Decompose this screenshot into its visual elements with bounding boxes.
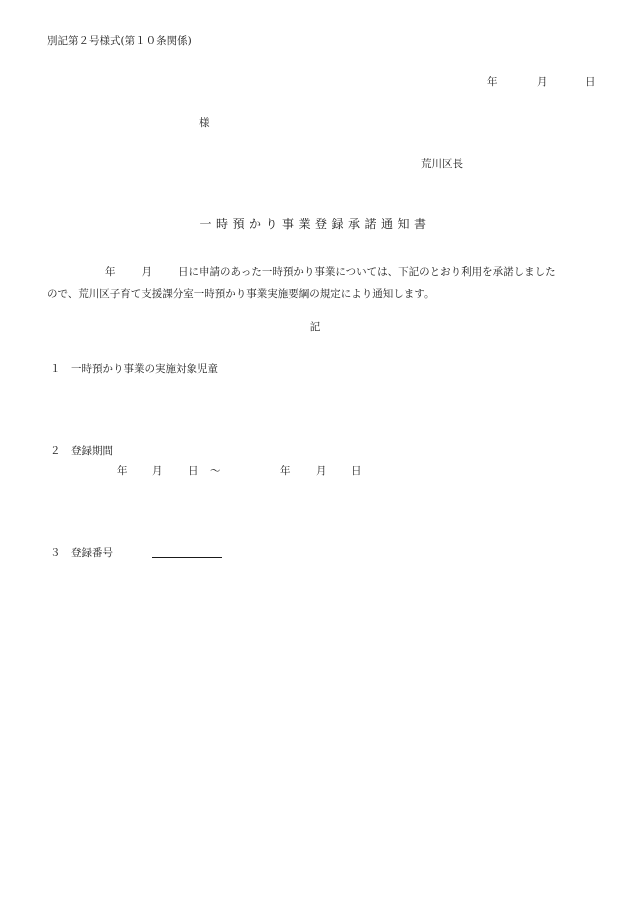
- period-from-month: 月: [152, 465, 163, 477]
- item-number: ２: [50, 445, 61, 457]
- period-from-year: 年: [117, 465, 128, 477]
- addressee-honorific: 様: [199, 117, 210, 129]
- item-label: 一時預かり事業の実施対象児童: [71, 363, 218, 375]
- period-to-month: 月: [316, 465, 327, 477]
- item-label: 登録期間: [71, 445, 113, 457]
- period-tilde: ～: [210, 465, 221, 477]
- issuer-name: 荒川区長: [421, 158, 463, 170]
- body-line-2: ので、荒川区子育て支援課分室一時預かり事業実施要綱の規定により通知します。: [47, 288, 435, 300]
- item-number: ３: [50, 547, 61, 559]
- item-registration-period: [50, 446, 113, 457]
- issue-date-month: 月: [537, 76, 548, 88]
- document-title: 一時預かり事業登録承諾通知書: [199, 217, 431, 231]
- item-label: 登録番号: [71, 547, 113, 559]
- body-line-1-text: 日に申請のあった一時預かり事業については、下記のとおり利用を承諾しました: [178, 266, 556, 278]
- body-line-1: [47, 261, 607, 283]
- registration-number-blank: [152, 557, 222, 558]
- issue-date-day: 日: [585, 76, 596, 88]
- item-target-child: [50, 364, 218, 375]
- body-paragraph: [47, 261, 607, 305]
- period-to-day: 日: [351, 465, 362, 477]
- ki-heading: 記: [309, 321, 321, 333]
- registration-period-dates: [0, 466, 630, 480]
- item-number: １: [50, 363, 61, 375]
- period-from-day: 日: [188, 465, 199, 477]
- form-number-label: 別記第２号様式(第１０条関係): [47, 35, 192, 47]
- issue-date-year: 年: [487, 76, 498, 88]
- body-application-year: 年: [105, 266, 116, 278]
- body-application-month: 月: [141, 266, 152, 278]
- period-to-year: 年: [280, 465, 291, 477]
- item-registration-number: [50, 548, 113, 559]
